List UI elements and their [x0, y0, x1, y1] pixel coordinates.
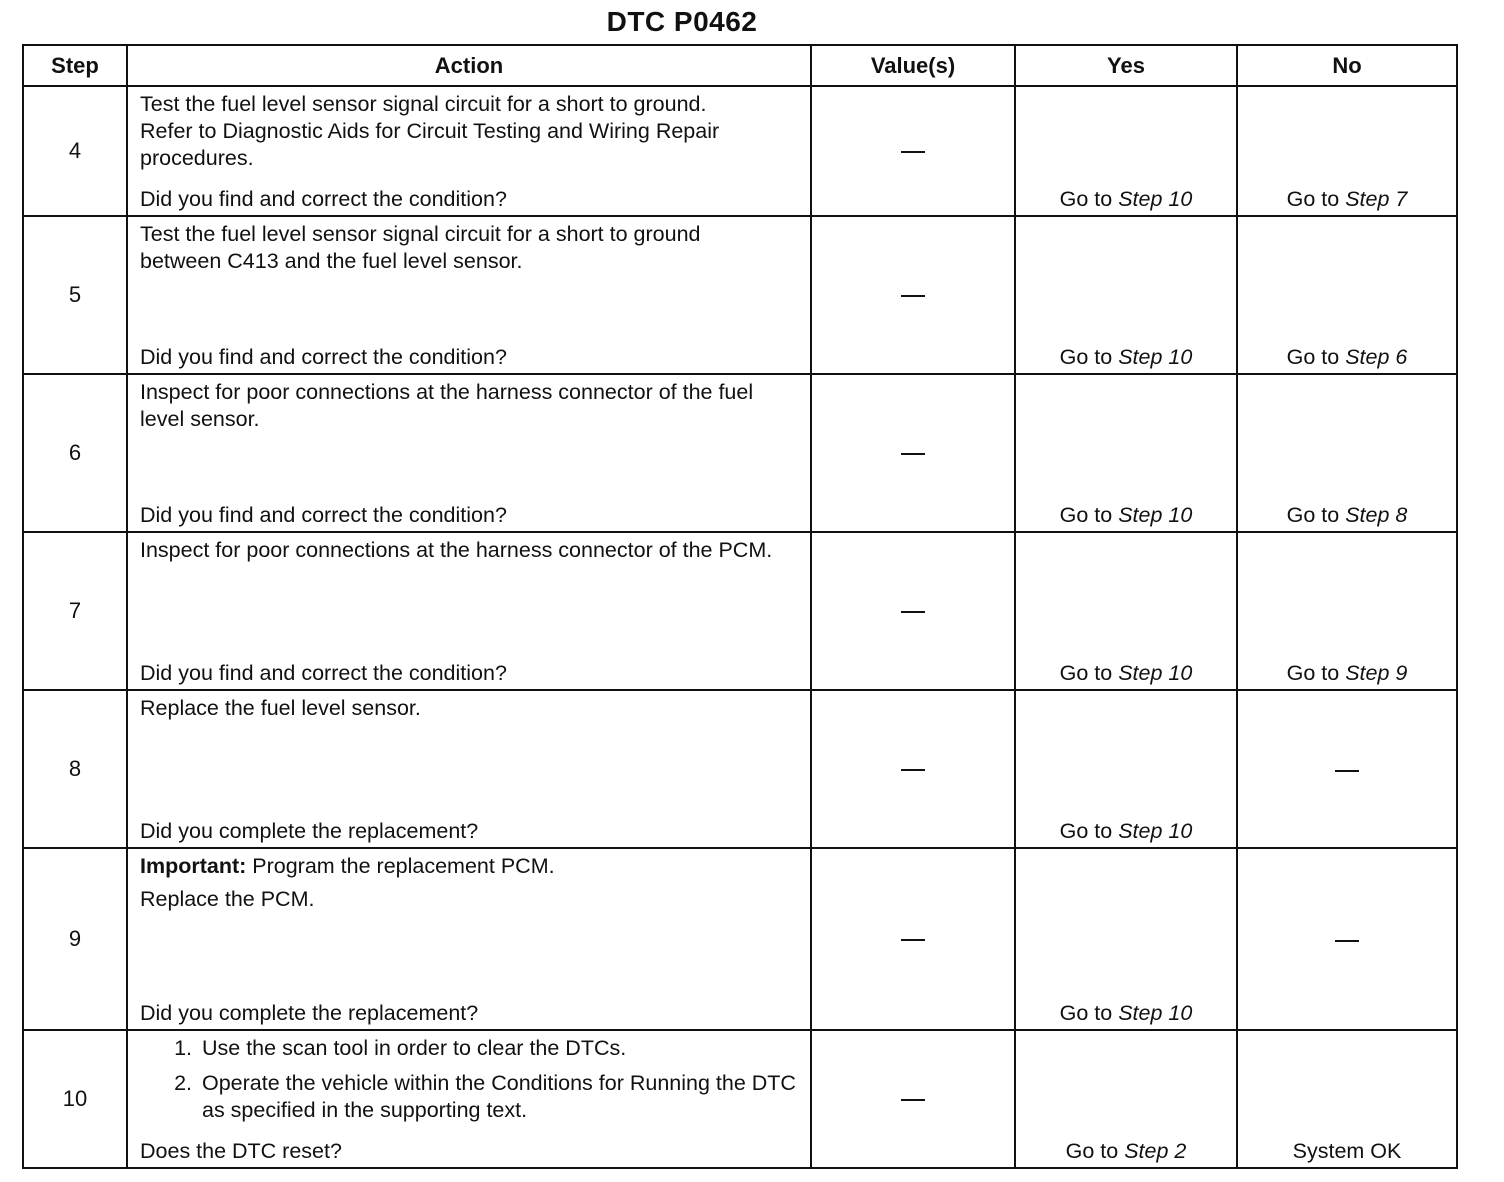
yes-step-link: Step 10 — [1118, 819, 1193, 843]
yes-prefix: Go to — [1059, 503, 1113, 527]
value-dash — [901, 151, 925, 153]
action-question: Did you find and correct the condition? — [140, 661, 507, 685]
action-question: Does the DTC reset? — [140, 1139, 342, 1163]
value-cell — [811, 848, 1015, 1030]
header-no: No — [1237, 45, 1457, 86]
important-text: Program the replacement PCM. — [246, 854, 555, 878]
action-text: Replace the fuel level sensor. — [140, 696, 421, 720]
table-row — [23, 848, 1457, 1030]
no-prefix: Go to — [1286, 503, 1340, 527]
yes-step-link: Step 10 — [1118, 503, 1193, 527]
step-number: 6 — [23, 374, 127, 532]
table-row — [23, 1030, 1457, 1168]
step-number: 4 — [23, 86, 127, 216]
action-question: Did you find and correct the condition? — [140, 187, 507, 211]
value-dash — [901, 611, 925, 613]
yes-step-link: Step 10 — [1118, 187, 1193, 211]
no-step-link: Step 8 — [1345, 503, 1408, 527]
action-text: Test the fuel level sensor signal circuit for a short to ground. Refer to Diagnostic Aids for Circuit Testing and Wiring Repair procedures. — [140, 92, 720, 170]
list-item: 2. Operate the vehicle within the Conditions for Running the DTC as specified in the supporting text. — [198, 1070, 800, 1124]
table-row — [23, 374, 1457, 532]
no-cell — [1237, 216, 1457, 374]
action-text: Test the fuel level sensor signal circuit for a short to ground between C413 and the fuel level sensor. — [140, 222, 701, 273]
yes-cell — [1015, 532, 1237, 690]
yes-step-link: Step 10 — [1118, 1001, 1193, 1025]
step-number: 9 — [23, 848, 127, 1030]
yes-cell — [1015, 848, 1237, 1030]
value-dash — [901, 1099, 925, 1101]
header-values: Value(s) — [811, 45, 1015, 86]
table-header-row — [23, 45, 1457, 86]
action-question: Did you find and correct the condition? — [140, 503, 507, 527]
yes-cell — [1015, 86, 1237, 216]
action-cell — [127, 848, 811, 1030]
yes-cell — [1015, 690, 1237, 848]
action-text: Inspect for poor connections at the harness connector of the fuel level sensor. — [140, 380, 754, 431]
dtc-table — [22, 44, 1458, 1169]
action-text: Inspect for poor connections at the harness connector of the PCM. — [140, 538, 773, 562]
action-cell — [127, 374, 811, 532]
action-cell — [127, 86, 811, 216]
action-cell — [127, 1030, 811, 1168]
yes-cell — [1015, 1030, 1237, 1168]
step-number: 8 — [23, 690, 127, 848]
table-row — [23, 532, 1457, 690]
yes-prefix: Go to — [1059, 819, 1113, 843]
value-dash — [901, 939, 925, 941]
value-cell — [811, 532, 1015, 690]
value-dash — [901, 453, 925, 455]
no-cell — [1237, 532, 1457, 690]
header-step: Step — [23, 45, 127, 86]
yes-step-link: Step 2 — [1124, 1139, 1187, 1163]
page-title: DTC P0462 — [606, 6, 758, 37]
no-cell — [1237, 848, 1457, 1030]
action-question: Did you complete the replacement? — [140, 1001, 479, 1025]
important-label: Important: — [140, 854, 247, 878]
step-number: 10 — [23, 1030, 127, 1168]
yes-step-link: Step 10 — [1118, 661, 1193, 685]
no-dash — [1335, 770, 1359, 772]
yes-cell — [1015, 216, 1237, 374]
step-number: 5 — [23, 216, 127, 374]
list-item: 1. Use the scan tool in order to clear the DTCs. — [198, 1035, 800, 1062]
no-cell — [1237, 374, 1457, 532]
yes-prefix: Go to — [1059, 345, 1113, 369]
value-dash — [901, 295, 925, 297]
yes-prefix: Go to — [1059, 1001, 1113, 1025]
table-row — [23, 216, 1457, 374]
no-prefix: Go to — [1286, 345, 1340, 369]
action-question: Did you complete the replacement? — [140, 819, 479, 843]
action-cell — [127, 216, 811, 374]
value-cell — [811, 1030, 1015, 1168]
value-cell — [811, 690, 1015, 848]
yes-prefix: Go to — [1065, 1139, 1119, 1163]
important-note — [140, 853, 800, 880]
no-cell — [1237, 690, 1457, 848]
table-row — [23, 86, 1457, 216]
yes-step-link: Step 10 — [1118, 345, 1193, 369]
no-prefix: Go to — [1286, 661, 1340, 685]
value-cell — [811, 86, 1015, 216]
action-cell — [127, 690, 811, 848]
no-step-link: Step 9 — [1345, 661, 1408, 685]
yes-cell — [1015, 374, 1237, 532]
header-action: Action — [127, 45, 811, 86]
header-yes: Yes — [1015, 45, 1237, 86]
action-cell — [127, 532, 811, 690]
action-text: Replace the PCM. — [140, 887, 315, 911]
no-step-link: Step 6 — [1345, 345, 1408, 369]
action-question: Did you find and correct the condition? — [140, 345, 507, 369]
step-number: 7 — [23, 532, 127, 690]
table-row — [23, 690, 1457, 848]
no-dash — [1335, 940, 1359, 942]
no-step-link: Step 7 — [1345, 187, 1408, 211]
yes-prefix: Go to — [1059, 661, 1113, 685]
no-cell — [1237, 86, 1457, 216]
no-cell: System OK — [1237, 1030, 1457, 1168]
yes-prefix: Go to — [1059, 187, 1113, 211]
value-cell — [811, 374, 1015, 532]
value-dash — [901, 769, 925, 771]
value-cell — [811, 216, 1015, 374]
action-steps-list — [140, 1035, 800, 1124]
no-prefix: Go to — [1286, 187, 1340, 211]
